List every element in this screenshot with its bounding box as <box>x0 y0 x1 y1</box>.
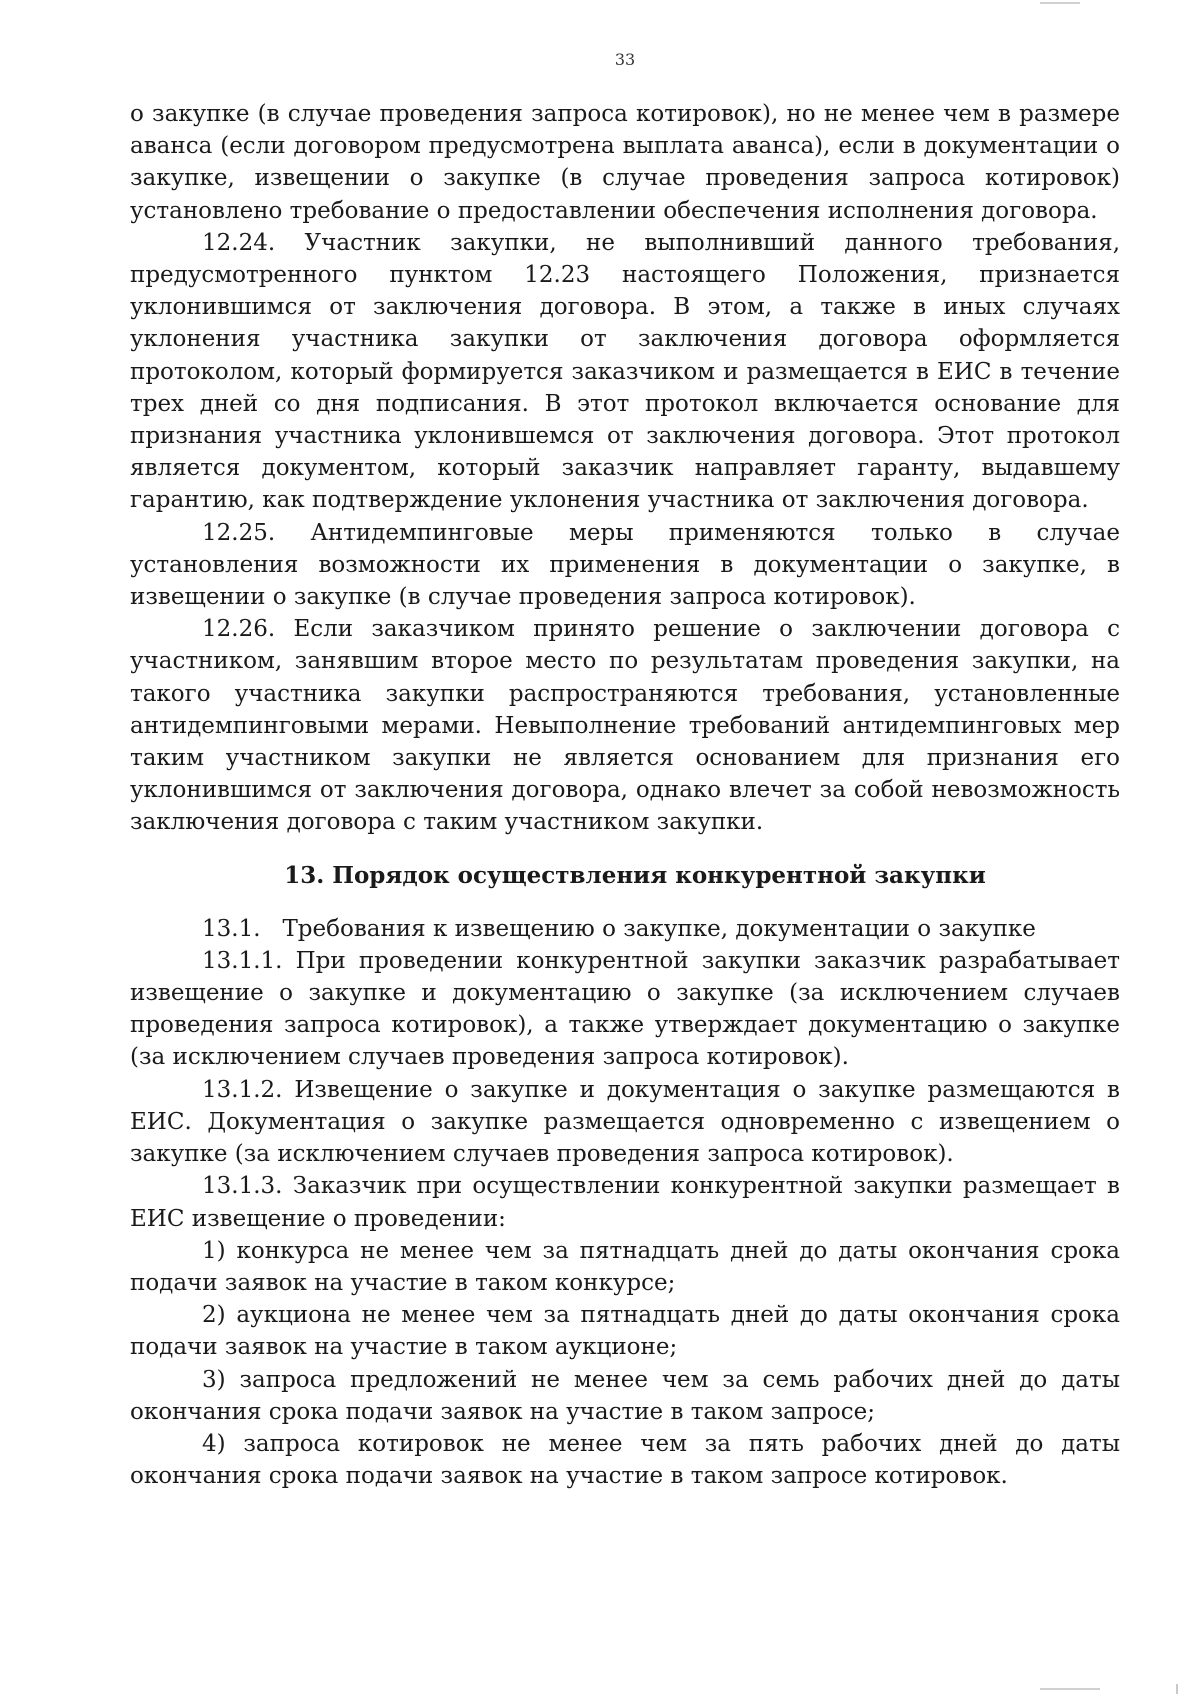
list-item-3: 3) запроса предложений не менее чем за семь рабочих дней до даты окончания срока подачи заявок на участие в таком запросе; <box>130 1366 1120 1425</box>
paragraph-12-24: 12.24. Участник закупки, не выполнивший данного требования, предусмотренного пунктом 12.23 настоящего Положения, признается уклонившимся от заключения договора. В этом, а также в иных случаях уклонения участника закупки от заключения договора оформляется протоколом, который формируется заказчиком и размещается в ЕИС в течение трех дней со дня подписания. В этот протокол включается основание для признания участника уклонившемся от заключения договора. Этот протокол является документом, который заказчик направляет гаранту, выдавшему гарантию, как подтверждение уклонения участника от заключения договора. <box>130 229 1120 514</box>
list-item-1: 1) конкурса не менее чем за пятнадцать дней до даты окончания срока подачи заявок на участие в таком конкурсе; <box>130 1237 1120 1296</box>
paragraph-12-25: 12.25. Антидемпинговые меры применяются только в случае установления возможности их применения в документации о закупке, в извещении о закупке (в случае проведения запроса котировок). <box>130 519 1120 611</box>
scan-mark-bottom-right <box>1040 1688 1100 1690</box>
scan-mark-top-right <box>1040 2 1080 4</box>
paragraph-continuation: о закупке (в случае проведения запроса котировок), но не менее чем в размере аванса (если договором предусмотрена выплата аванса), если в документации о закупке, извещении о закупке (в случае проведения запроса котировок) установлено требование о предоставлении обеспечения исполнения договора. <box>130 101 1120 224</box>
paragraph-13-1-3: 13.1.3. Заказчик при осуществлении конкурентной закупки размещает в ЕИС извещение о проведении: <box>130 1173 1120 1232</box>
list-item-2: 2) аукциона не менее чем за пятнадцать дней до даты окончания срока подачи заявок на участие в таком аукционе; <box>130 1302 1120 1361</box>
paragraph-13-1-2: 13.1.2. Извещение о закупке и документация о закупке размещаются в ЕИС. Документация о закупке размещается одновременно с извещением о закупке (за исключением случаев проведения запроса котировок). <box>130 1076 1120 1168</box>
paragraph-13-1: 13.1. Требования к извещению о закупке, документации о закупке <box>202 915 1036 942</box>
list-item-4: 4) запроса котировок не менее чем за пять рабочих дней до даты окончания срока подачи заявок на участие в таком запросе котировок. <box>130 1430 1120 1490</box>
page-number: 33 <box>614 50 636 69</box>
paragraph-12-26: 12.26. Если заказчиком принято решение о заключении договора с участником, занявшим второе место по результатам проведения закупки, на такого участника закупки распространяются требования, установленные антидемпинговыми мерами. Невыполнение требований антидемпинговых мер таким участником закупки не является основанием для признания его уклонившимся от заключения договора, однако влечет за собой невозможность заключения договора с таким участником закупки. <box>130 616 1120 836</box>
section-heading: 13. Порядок осуществления конкурентной закупки <box>284 861 986 889</box>
document-body <box>130 98 1120 1492</box>
scan-mark-bottom-edge <box>1176 1684 1178 1694</box>
paragraph-13-1-1: 13.1.1. При проведении конкурентной закупки заказчик разрабатывает извещение о закупке и документацию о закупке (за исключением случаев проведения запроса котировок), а также утверждает документацию о закупке (за исключением случаев проведения запроса котировок). <box>130 947 1120 1071</box>
